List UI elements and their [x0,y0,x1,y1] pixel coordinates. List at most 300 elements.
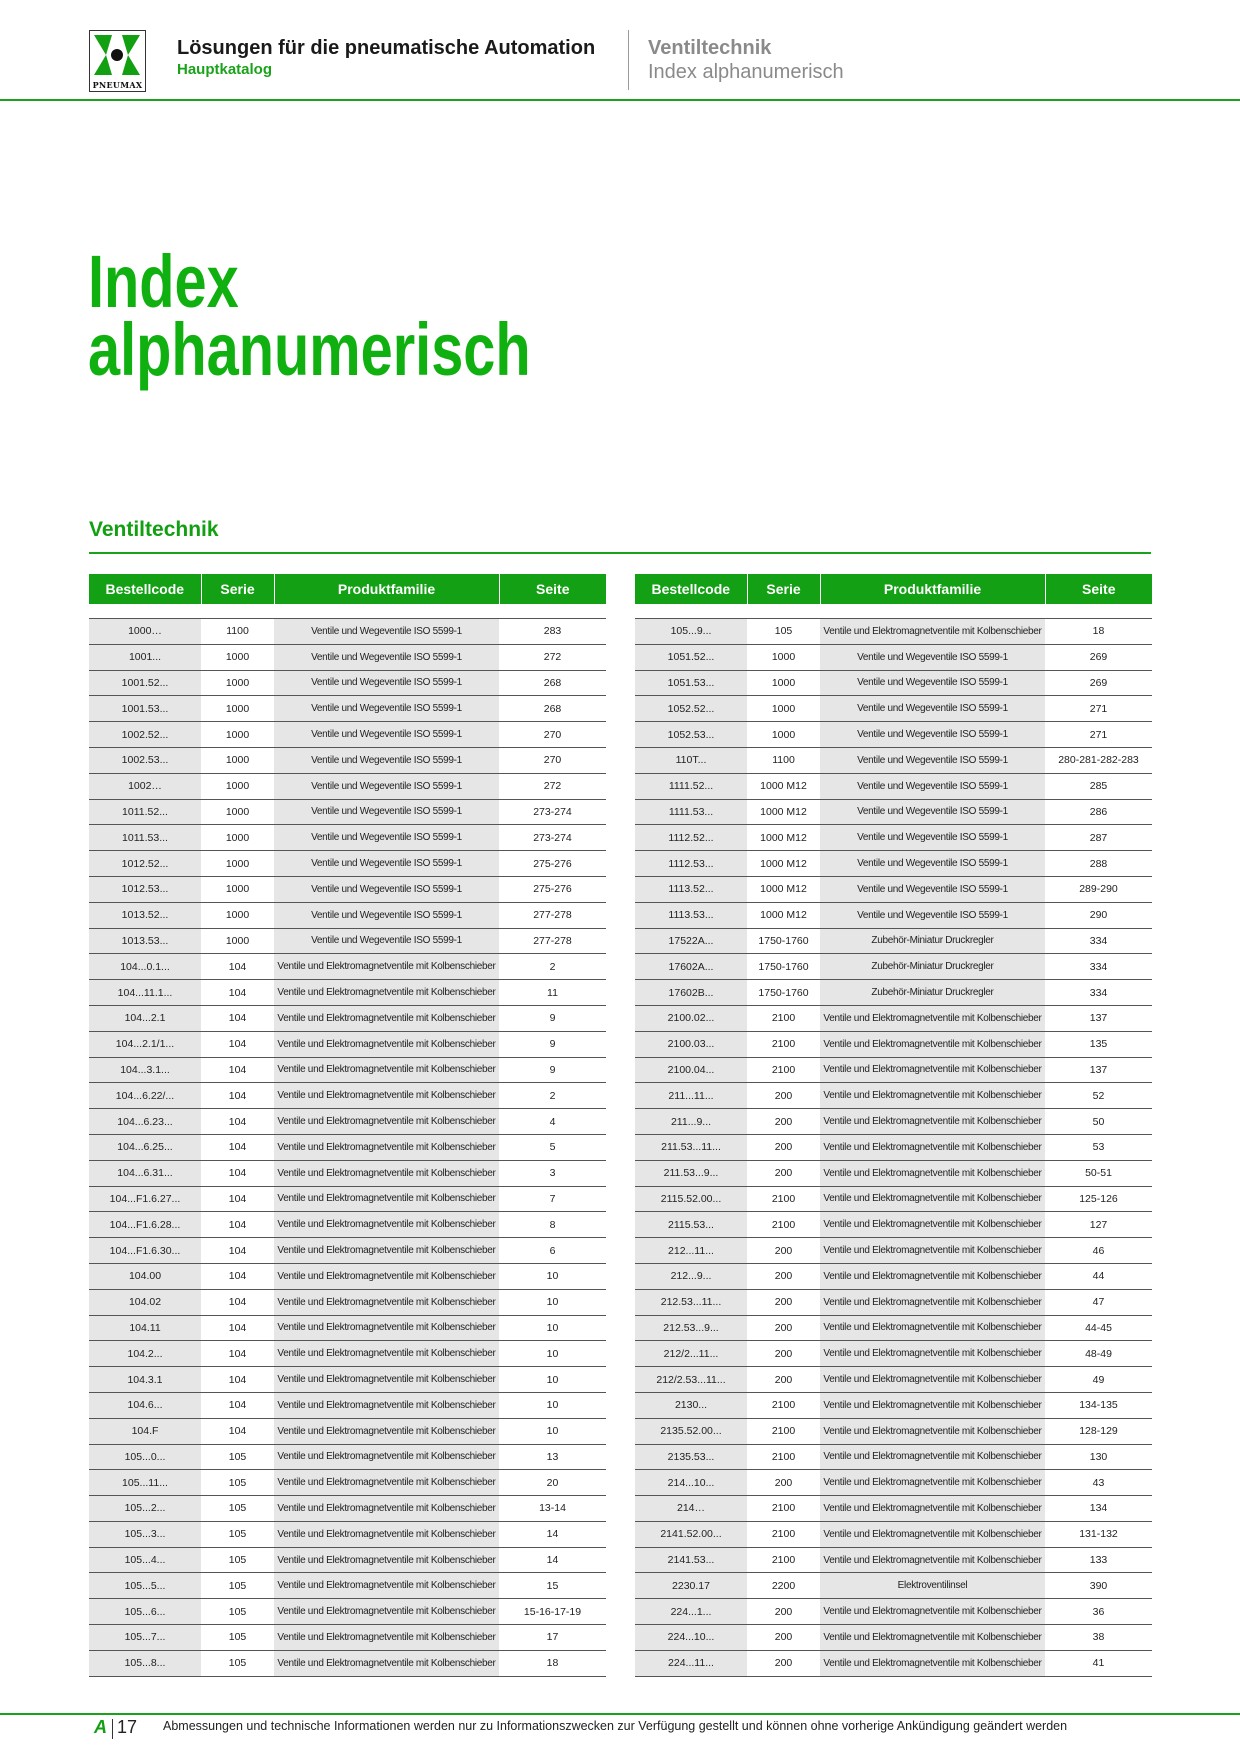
table-row [89,1650,606,1676]
cell-seite: 286 [1045,799,1152,825]
cell-serie: 104 [201,1109,274,1135]
cell-serie: 105 [201,1625,274,1651]
cell-bestellcode: 17602A... [635,954,747,980]
cell-serie: 200 [747,1160,820,1186]
table-row [635,928,1152,954]
cell-seite: 15 [499,1573,606,1599]
table-row [89,1599,606,1625]
cell-produktfamilie: Ventile und Wegeventile ISO 5599-1 [274,644,499,670]
cell-produktfamilie: Ventile und Elektromagnetventile mit Kolbenschieber [820,1263,1045,1289]
cell-seite: 289-290 [1045,876,1152,902]
cell-seite: 334 [1045,928,1152,954]
table-row [635,799,1152,825]
cell-produktfamilie: Ventile und Elektromagnetventile mit Kolbenschieber [820,1599,1045,1625]
cell-seite: 268 [499,696,606,722]
cell-seite: 275-276 [499,876,606,902]
cell-serie: 200 [747,1134,820,1160]
cell-bestellcode: 104.00 [89,1263,201,1289]
cell-seite: 137 [1045,1005,1152,1031]
cell-serie: 104 [201,1289,274,1315]
cell-bestellcode: 104...2.1 [89,1005,201,1031]
cell-bestellcode: 224...1... [635,1599,747,1625]
cell-serie: 105 [201,1547,274,1573]
spacer-cell [635,604,747,619]
table-header-row [89,574,606,604]
cell-bestellcode: 104.11 [89,1315,201,1341]
cell-seite: 2 [499,1083,606,1109]
table-row [635,1134,1152,1160]
header-separator [628,30,629,90]
cell-produktfamilie: Ventile und Elektromagnetventile mit Kolbenschieber [820,1392,1045,1418]
cell-serie: 200 [747,1470,820,1496]
cell-bestellcode: 1001... [89,644,201,670]
table-row [89,670,606,696]
table-row [89,1418,606,1444]
cell-bestellcode: 212.53...11... [635,1289,747,1315]
cell-produktfamilie: Ventile und Wegeventile ISO 5599-1 [274,696,499,722]
cell-serie: 1000 M12 [747,773,820,799]
cell-produktfamilie: Ventile und Wegeventile ISO 5599-1 [820,644,1045,670]
cell-produktfamilie: Zubehör-Miniatur Druckregler [820,928,1045,954]
cell-produktfamilie: Ventile und Elektromagnetventile mit Kolbenschieber [820,1134,1045,1160]
cell-serie: 104 [201,954,274,980]
cell-bestellcode: 2130... [635,1392,747,1418]
table-row [89,1547,606,1573]
cell-bestellcode: 1051.53... [635,670,747,696]
cell-bestellcode: 104...6.31... [89,1160,201,1186]
cell-seite: 270 [499,747,606,773]
cell-serie: 200 [747,1341,820,1367]
section-rule [89,552,1151,554]
cell-produktfamilie: Ventile und Wegeventile ISO 5599-1 [820,876,1045,902]
cell-seite: 2 [499,954,606,980]
cell-produktfamilie: Ventile und Elektromagnetventile mit Kolbenschieber [274,1625,499,1651]
cell-produktfamilie: Ventile und Wegeventile ISO 5599-1 [820,773,1045,799]
table-row [635,902,1152,928]
cell-seite: 36 [1045,1599,1152,1625]
cell-produktfamilie: Ventile und Elektromagnetventile mit Kolbenschieber [274,1392,499,1418]
cell-serie: 1000 [747,722,820,748]
cell-produktfamilie: Elektroventilinsel [820,1573,1045,1599]
cell-serie: 1000 [747,644,820,670]
page-title [88,240,531,391]
cell-serie: 2100 [747,1521,820,1547]
cell-produktfamilie: Ventile und Wegeventile ISO 5599-1 [274,773,499,799]
cell-bestellcode: 1011.53... [89,825,201,851]
cell-serie: 1100 [747,747,820,773]
cell-bestellcode: 104...F1.6.28... [89,1212,201,1238]
cell-serie: 105 [201,1650,274,1676]
table-row [89,1521,606,1547]
cell-seite: 5 [499,1134,606,1160]
cell-bestellcode: 1052.53... [635,722,747,748]
cell-bestellcode: 105...5... [89,1573,201,1599]
cell-produktfamilie: Ventile und Wegeventile ISO 5599-1 [274,876,499,902]
cell-bestellcode: 214...10... [635,1470,747,1496]
cell-seite: 269 [1045,670,1152,696]
cell-seite: 41 [1045,1650,1152,1676]
table-row [635,1263,1152,1289]
cell-bestellcode: 104.F [89,1418,201,1444]
table-row [89,696,606,722]
cell-serie: 1750-1760 [747,928,820,954]
cell-serie: 1000 [747,670,820,696]
cell-seite: 285 [1045,773,1152,799]
cell-seite: 283 [499,619,606,645]
cell-bestellcode: 1113.53... [635,902,747,928]
cell-seite: 280-281-282-283 [1045,747,1152,773]
table-row [89,1315,606,1341]
table-row [635,1650,1152,1676]
cell-serie: 1000 M12 [747,902,820,928]
cell-serie: 2200 [747,1573,820,1599]
cell-bestellcode: 105...8... [89,1650,201,1676]
cell-bestellcode: 105...0... [89,1444,201,1470]
cell-produktfamilie: Ventile und Wegeventile ISO 5599-1 [820,722,1045,748]
cell-produktfamilie: Ventile und Elektromagnetventile mit Kolbenschieber [820,1031,1045,1057]
cell-produktfamilie: Zubehör-Miniatur Druckregler [820,954,1045,980]
cell-seite: 10 [499,1367,606,1393]
spacer-cell [747,604,820,619]
cell-serie: 200 [747,1625,820,1651]
cell-seite: 275-276 [499,851,606,877]
cell-produktfamilie: Ventile und Wegeventile ISO 5599-1 [274,670,499,696]
table-row [89,1031,606,1057]
cell-serie: 2100 [747,1418,820,1444]
cell-bestellcode: 104...0.1... [89,954,201,980]
cell-bestellcode: 1011.52... [89,799,201,825]
cell-serie: 2100 [747,1031,820,1057]
cell-bestellcode: 2100.04... [635,1057,747,1083]
cell-seite: 271 [1045,696,1152,722]
cell-seite: 18 [499,1650,606,1676]
cell-seite: 3 [499,1160,606,1186]
cell-seite: 271 [1045,722,1152,748]
table-row [635,1367,1152,1393]
table-row [635,747,1152,773]
cell-produktfamilie: Ventile und Elektromagnetventile mit Kolbenschieber [274,1289,499,1315]
cell-serie: 105 [201,1599,274,1625]
cell-seite: 38 [1045,1625,1152,1651]
table-row [89,619,606,645]
table-row [635,1547,1152,1573]
cell-seite: 20 [499,1470,606,1496]
table-row [635,851,1152,877]
col-header-serie: Serie [747,574,820,604]
cell-produktfamilie: Zubehör-Miniatur Druckregler [820,980,1045,1006]
cell-serie: 105 [201,1496,274,1522]
table-row [635,1160,1152,1186]
table-row [89,1083,606,1109]
spacer-cell [201,604,274,619]
cell-bestellcode: 1112.52... [635,825,747,851]
cell-seite: 288 [1045,851,1152,877]
page-number: 17 [117,1717,138,1737]
cell-produktfamilie: Ventile und Elektromagnetventile mit Kolbenschieber [274,1031,499,1057]
cell-bestellcode: 105...11... [89,1470,201,1496]
cell-bestellcode: 1002.53... [89,747,201,773]
cell-produktfamilie: Ventile und Wegeventile ISO 5599-1 [820,670,1045,696]
cell-seite: 18 [1045,619,1152,645]
table-row [635,1625,1152,1651]
table-row [89,1470,606,1496]
cell-produktfamilie: Ventile und Elektromagnetventile mit Kolbenschieber [274,1367,499,1393]
table-row [89,1186,606,1212]
table-row [89,1160,606,1186]
cell-seite: 273-274 [499,799,606,825]
cell-produktfamilie: Ventile und Elektromagnetventile mit Kolbenschieber [820,1005,1045,1031]
cell-seite: 277-278 [499,928,606,954]
cell-seite: 128-129 [1045,1418,1152,1444]
cell-produktfamilie: Ventile und Elektromagnetventile mit Kolbenschieber [274,1547,499,1573]
cell-produktfamilie: Ventile und Elektromagnetventile mit Kolbenschieber [274,1521,499,1547]
cell-seite: 15-16-17-19 [499,1599,606,1625]
cell-serie: 1000 M12 [747,851,820,877]
cell-produktfamilie: Ventile und Wegeventile ISO 5599-1 [274,747,499,773]
cell-produktfamilie: Ventile und Elektromagnetventile mit Kolbenschieber [274,1160,499,1186]
cell-bestellcode: 2141.52.00... [635,1521,747,1547]
cell-serie: 2100 [747,1212,820,1238]
cell-bestellcode: 105...3... [89,1521,201,1547]
catalog-title: Lösungen für die pneumatische Automation [177,37,596,59]
cell-serie: 2100 [747,1547,820,1573]
table-row [635,1212,1152,1238]
cell-produktfamilie: Ventile und Elektromagnetventile mit Kolbenschieber [274,1444,499,1470]
col-header-seite: Seite [499,574,606,604]
table-row [89,928,606,954]
table-row [89,1392,606,1418]
cell-serie: 104 [201,1005,274,1031]
table-row [635,1470,1152,1496]
cell-seite: 46 [1045,1238,1152,1264]
cell-produktfamilie: Ventile und Elektromagnetventile mit Kolbenschieber [820,1625,1045,1651]
cell-serie: 2100 [747,1496,820,1522]
table-row [89,1367,606,1393]
cell-bestellcode: 224...11... [635,1650,747,1676]
table-row [635,1521,1152,1547]
cell-seite: 287 [1045,825,1152,851]
cell-seite: 50-51 [1045,1160,1152,1186]
cell-produktfamilie: Ventile und Elektromagnetventile mit Kolbenschieber [274,1599,499,1625]
cell-serie: 1000 [201,747,274,773]
cell-serie: 1000 [201,696,274,722]
table-row [89,1289,606,1315]
cell-serie: 1100 [201,619,274,645]
table-row [89,876,606,902]
cell-bestellcode: 214… [635,1496,747,1522]
cell-bestellcode: 104.02 [89,1289,201,1315]
table-row [635,1289,1152,1315]
cell-bestellcode: 2135.53... [635,1444,747,1470]
col-header-bestellcode: Bestellcode [635,574,747,604]
table-row [89,773,606,799]
cell-produktfamilie: Ventile und Elektromagnetventile mit Kolbenschieber [274,1573,499,1599]
table-spacer-row [635,604,1152,619]
cell-seite: 43 [1045,1470,1152,1496]
cell-serie: 1000 [201,644,274,670]
cell-produktfamilie: Ventile und Elektromagnetventile mit Kolbenschieber [820,619,1045,645]
cell-seite: 272 [499,773,606,799]
cell-produktfamilie: Ventile und Elektromagnetventile mit Kolbenschieber [820,1186,1045,1212]
cell-seite: 52 [1045,1083,1152,1109]
table-row [89,1005,606,1031]
header-section-sub: Index alphanumerisch [648,61,844,83]
cell-serie: 2100 [747,1444,820,1470]
cell-bestellcode: 1013.53... [89,928,201,954]
table-row [89,1341,606,1367]
cell-serie: 1000 [747,696,820,722]
cell-serie: 104 [201,1341,274,1367]
cell-serie: 200 [747,1263,820,1289]
cell-produktfamilie: Ventile und Wegeventile ISO 5599-1 [820,902,1045,928]
cell-seite: 272 [499,644,606,670]
cell-bestellcode: 104.6... [89,1392,201,1418]
cell-serie: 1000 [201,773,274,799]
cell-seite: 137 [1045,1057,1152,1083]
cell-serie: 105 [201,1521,274,1547]
logo-text: PNEUMAX [92,80,143,90]
cell-seite: 134-135 [1045,1392,1152,1418]
table-row [635,1496,1152,1522]
cell-produktfamilie: Ventile und Elektromagnetventile mit Kolbenschieber [820,1418,1045,1444]
cell-bestellcode: 104...6.25... [89,1134,201,1160]
page-title-line1: Index [88,240,239,323]
cell-serie: 1000 M12 [747,876,820,902]
cell-produktfamilie: Ventile und Wegeventile ISO 5599-1 [274,799,499,825]
cell-seite: 334 [1045,980,1152,1006]
table-row [89,902,606,928]
footer-section-letter: A [94,1717,107,1737]
cell-bestellcode: 211...11... [635,1083,747,1109]
cell-seite: 4 [499,1109,606,1135]
cell-serie: 104 [201,1160,274,1186]
cell-seite: 47 [1045,1289,1152,1315]
cell-serie: 104 [201,1367,274,1393]
cell-bestellcode: 1112.53... [635,851,747,877]
cell-seite: 44 [1045,1263,1152,1289]
cell-produktfamilie: Ventile und Wegeventile ISO 5599-1 [274,902,499,928]
cell-produktfamilie: Ventile und Wegeventile ISO 5599-1 [274,851,499,877]
cell-produktfamilie: Ventile und Elektromagnetventile mit Kolbenschieber [274,1109,499,1135]
table-row [635,1444,1152,1470]
cell-bestellcode: 105...4... [89,1547,201,1573]
table-row [635,1005,1152,1031]
cell-serie: 104 [201,1212,274,1238]
index-table-right [635,574,1152,1677]
spacer-cell [1045,604,1152,619]
cell-seite: 48-49 [1045,1341,1152,1367]
cell-produktfamilie: Ventile und Elektromagnetventile mit Kolbenschieber [274,1418,499,1444]
cell-produktfamilie: Ventile und Elektromagnetventile mit Kolbenschieber [820,1650,1045,1676]
table-row [635,876,1152,902]
cell-produktfamilie: Ventile und Elektromagnetventile mit Kolbenschieber [820,1444,1045,1470]
table-row [635,1238,1152,1264]
cell-produktfamilie: Ventile und Elektromagnetventile mit Kolbenschieber [820,1315,1045,1341]
col-header-serie: Serie [201,574,274,604]
cell-bestellcode: 224...10... [635,1625,747,1651]
cell-seite: 10 [499,1392,606,1418]
cell-serie: 2100 [747,1005,820,1031]
cell-bestellcode: 105...2... [89,1496,201,1522]
cell-seite: 135 [1045,1031,1152,1057]
cell-serie: 200 [747,1315,820,1341]
table-row [89,1444,606,1470]
cell-bestellcode: 212/2.53...11... [635,1367,747,1393]
cell-seite: 290 [1045,902,1152,928]
cell-bestellcode: 1111.52... [635,773,747,799]
col-header-seite: Seite [1045,574,1152,604]
cell-produktfamilie: Ventile und Wegeventile ISO 5599-1 [274,928,499,954]
table-row [635,1109,1152,1135]
cell-serie: 200 [747,1599,820,1625]
cell-produktfamilie: Ventile und Elektromagnetventile mit Kolbenschieber [820,1083,1045,1109]
cell-bestellcode: 1013.52... [89,902,201,928]
cell-seite: 270 [499,722,606,748]
table-row [635,1031,1152,1057]
section-heading: Ventiltechnik [89,518,219,541]
cell-seite: 130 [1045,1444,1152,1470]
table-row [89,1263,606,1289]
cell-produktfamilie: Ventile und Wegeventile ISO 5599-1 [274,619,499,645]
cell-serie: 2100 [747,1186,820,1212]
cell-produktfamilie: Ventile und Elektromagnetventile mit Kolbenschieber [274,1134,499,1160]
header-rule [0,99,1240,101]
cell-produktfamilie: Ventile und Elektromagnetventile mit Kolbenschieber [820,1521,1045,1547]
cell-bestellcode: 104...6.23... [89,1109,201,1135]
cell-bestellcode: 212...11... [635,1238,747,1264]
cell-seite: 268 [499,670,606,696]
cell-seite: 133 [1045,1547,1152,1573]
cell-serie: 200 [747,1367,820,1393]
cell-produktfamilie: Ventile und Elektromagnetventile mit Kolbenschieber [274,1186,499,1212]
table-row [635,954,1152,980]
table-header-row [635,574,1152,604]
cell-bestellcode: 1113.52... [635,876,747,902]
cell-bestellcode: 104...F1.6.30... [89,1238,201,1264]
page-title-line2: alphanumerisch [88,308,531,391]
cell-serie: 1000 [201,876,274,902]
cell-produktfamilie: Ventile und Wegeventile ISO 5599-1 [820,747,1045,773]
cell-seite: 11 [499,980,606,1006]
spacer-cell [499,604,606,619]
cell-seite: 14 [499,1521,606,1547]
cell-seite: 269 [1045,644,1152,670]
cell-seite: 9 [499,1005,606,1031]
logo-emblem-icon [90,31,144,79]
cell-serie: 104 [201,1392,274,1418]
cell-serie: 104 [201,1186,274,1212]
cell-bestellcode: 17602B... [635,980,747,1006]
cell-seite: 134 [1045,1496,1152,1522]
table-row [89,1109,606,1135]
cell-bestellcode: 211.53...11... [635,1134,747,1160]
cell-produktfamilie: Ventile und Elektromagnetventile mit Kolbenschieber [274,1470,499,1496]
cell-serie: 104 [201,980,274,1006]
cell-seite: 53 [1045,1134,1152,1160]
index-table-left [89,574,606,1677]
cell-seite: 10 [499,1418,606,1444]
table-row [89,1238,606,1264]
cell-seite: 6 [499,1238,606,1264]
cell-serie: 1000 M12 [747,799,820,825]
table-row [635,1057,1152,1083]
cell-seite: 10 [499,1341,606,1367]
table-row [635,1315,1152,1341]
table-row [89,644,606,670]
cell-serie: 104 [201,1315,274,1341]
cell-serie: 104 [201,1083,274,1109]
cell-serie: 200 [747,1650,820,1676]
